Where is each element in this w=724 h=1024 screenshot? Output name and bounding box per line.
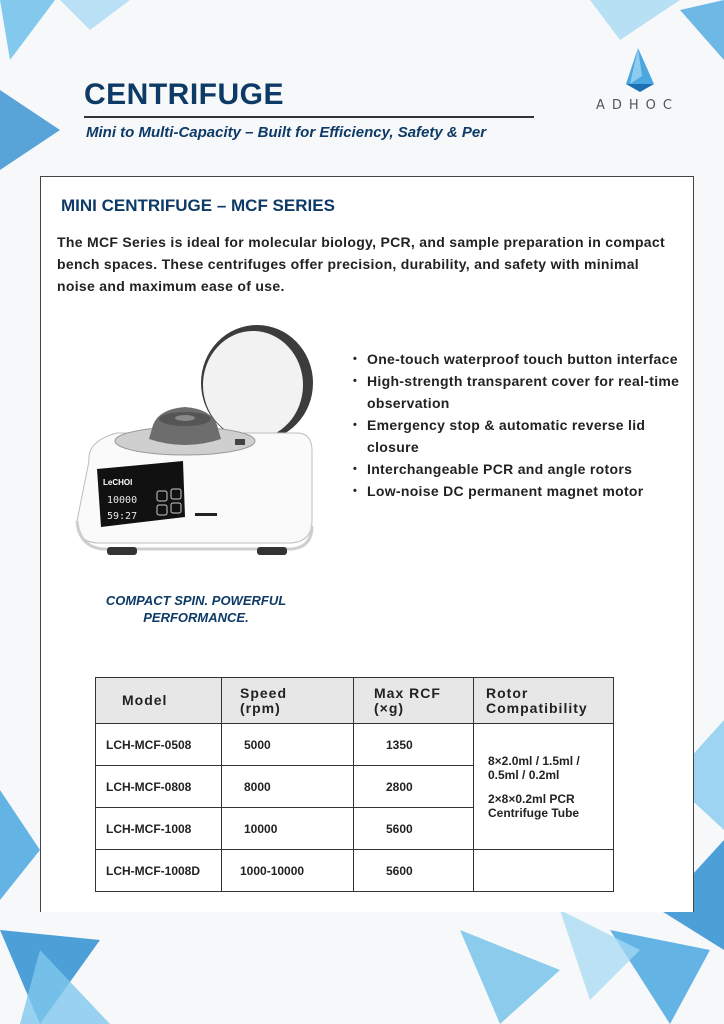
page-subtitle: Mini to Multi-Capacity – Built for Efficiency, Safety & Per	[86, 124, 487, 141]
cell-rotor-empty	[474, 850, 614, 892]
cell-model: LCH-MCF-1008	[96, 808, 222, 850]
section-title: MINI CENTRIFUGE – MCF SERIES	[61, 196, 335, 215]
header-speed: Speed (rpm)	[222, 678, 354, 724]
logo-text: ADHOC	[596, 98, 679, 113]
section-intro: The MCF Series is ideal for molecular biology, PCR, and sample preparation in compact bench spaces. These centrifuges offer precision, durability, and safety with minimal noise and maximum ease of use.	[57, 234, 665, 294]
feature-list	[353, 348, 683, 502]
rotor-line-2: 2×8×0.2ml PCR Centrifuge Tube	[488, 791, 580, 820]
header-model: Model	[96, 678, 222, 724]
centrifuge-image	[67, 321, 327, 571]
feature-item: • Interchangeable PCR and angle rotors	[353, 458, 683, 480]
feature-item: • Emergency stop & automatic reverse lid closure	[353, 414, 683, 458]
brand-label: LeCHOI	[103, 478, 133, 487]
title-divider	[84, 116, 534, 118]
header-rcf: Max RCF (×g)	[354, 678, 474, 724]
cell-rotor	[474, 724, 614, 850]
cell-model: LCH-MCF-1008D	[96, 850, 222, 892]
cell-rcf: 2800	[354, 766, 474, 808]
display-speed: 10000	[107, 495, 138, 506]
page-title: CENTRIFUGE	[84, 78, 284, 111]
cell-model: LCH-MCF-0808	[96, 766, 222, 808]
cell-speed: 8000	[222, 766, 354, 808]
spec-table	[95, 677, 614, 892]
cell-rcf: 5600	[354, 808, 474, 850]
product-caption: COMPACT SPIN. POWERFUL PERFORMANCE.	[105, 593, 287, 625]
feature-item: • High-strength transparent cover for real-time observation	[353, 370, 683, 414]
rotor-line-1: 8×2.0ml / 1.5ml / 0.5ml / 0.2ml	[488, 753, 580, 782]
cell-rcf: 5600	[354, 850, 474, 892]
cell-speed: 5000	[222, 724, 354, 766]
cell-rcf: 1350	[354, 724, 474, 766]
table-row	[96, 724, 614, 766]
cell-model: LCH-MCF-0508	[96, 724, 222, 766]
display-time: 59:27	[107, 511, 138, 522]
cell-speed: 10000	[222, 808, 354, 850]
decor-triangles-bottom	[440, 910, 640, 1024]
header-rotor: Rotor Compatibility	[474, 678, 614, 724]
feature-item: • Low-noise DC permanent magnet motor	[353, 480, 683, 502]
feature-item: • One-touch waterproof touch button interface	[353, 348, 683, 370]
table-row	[96, 850, 614, 892]
cell-speed: 1000-10000	[222, 850, 354, 892]
